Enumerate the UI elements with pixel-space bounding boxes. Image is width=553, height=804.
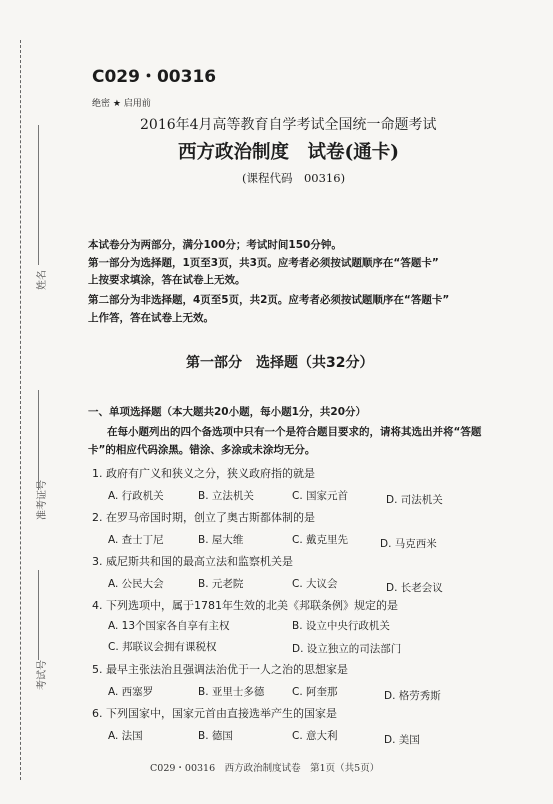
room-number-label: 考试号	[37, 660, 48, 690]
option-d: D. 设立独立的司法部门	[292, 643, 402, 655]
option-d: D. 司法机关	[386, 494, 443, 506]
course-code: (课程代码 00316)	[242, 171, 346, 185]
part-title: 第一部分 选择题（共32分）	[186, 355, 374, 371]
option-c: C. 戴克里先	[292, 534, 349, 546]
option-b: B. 亚里士多德	[198, 686, 265, 698]
instruction-line: 上按要求填涂，答在试卷上无效。	[88, 274, 246, 286]
option-a: A. 13个国家各自享有主权	[108, 620, 230, 632]
paper-code: C029・00316	[92, 67, 217, 87]
option-c: C. 阿奎那	[292, 686, 338, 698]
section-description: 卡”的相应代码涂黑。错涂、多涂或未涂均无分。	[88, 444, 316, 456]
option-a: A. 西塞罗	[108, 686, 154, 698]
room-number-underline	[38, 570, 39, 660]
option-a: A. 法国	[108, 730, 143, 742]
section-description: 在每小题列出的四个备选项中只有一个是符合题目要求的，请将其选出并将“答题	[107, 426, 482, 438]
option-d: D. 长老会议	[386, 582, 443, 594]
option-d: D. 格劳秀斯	[384, 690, 441, 702]
option-b: B. 德国	[198, 730, 233, 742]
paper-title: 西方政治制度 试卷(通卡)	[178, 142, 400, 163]
option-b: B. 立法机关	[198, 490, 254, 502]
exam-title: 2016年4月高等教育自学考试全国统一命题考试	[140, 117, 437, 133]
option-a: A. 公民大会	[108, 578, 164, 590]
ticket-number-underline	[38, 390, 39, 490]
option-c: C. 国家元首	[292, 490, 349, 502]
option-c: C. 意大利	[292, 730, 338, 742]
name-underline	[38, 125, 39, 265]
binding-line	[20, 40, 21, 780]
option-a: A. 查士丁尼	[108, 534, 164, 546]
secret-notice: 绝密 ★ 启用前	[92, 99, 151, 109]
option-b: B. 元老院	[198, 578, 244, 590]
instruction-line: 上作答，答在试卷上无效。	[88, 312, 214, 324]
option-d: D. 马克西米	[380, 538, 437, 550]
option-c: C. 大议会	[292, 578, 338, 590]
instruction-line: 第一部分为选择题，1页至3页，共3页。应考者必须按试题顺序在“答题卡”	[88, 257, 439, 269]
option-b: B. 设立中央行政机关	[292, 620, 390, 632]
question-stem: 4. 下列选项中，属于1781年生效的北美《邦联条例》规定的是	[92, 599, 398, 612]
option-a: A. 行政机关	[108, 490, 164, 502]
instruction-line: 本试卷分为两部分，满分100分；考试时间150分钟。	[88, 239, 342, 251]
option-d: D. 美国	[384, 734, 420, 746]
instruction-line: 第二部分为非选择题，4页至5页，共2页。应考者必须按试题顺序在“答题卡”	[88, 294, 450, 306]
name-label: 姓名	[37, 270, 48, 290]
section-title: 一、单项选择题（本大题共20小题，每小题1分，共20分）	[88, 406, 367, 418]
page-footer: C029・00316 西方政治制度试卷 第1页（共5页）	[150, 763, 380, 774]
question-stem: 6. 下列国家中，国家元首由直接选举产生的国家是	[92, 707, 337, 720]
option-c: C. 邦联议会拥有课税权	[108, 641, 217, 653]
question-stem: 2. 在罗马帝国时期，创立了奥古斯都体制的是	[92, 511, 315, 524]
ticket-number-label: 准考证号	[37, 480, 48, 520]
question-stem: 1. 政府有广义和狭义之分，狭义政府指的就是	[92, 467, 315, 480]
question-stem: 5. 最早主张法治且强调法治优于一人之治的思想家是	[92, 663, 348, 676]
option-b: B. 屋大维	[198, 534, 244, 546]
question-stem: 3. 威尼斯共和国的最高立法和监察机关是	[92, 555, 293, 568]
